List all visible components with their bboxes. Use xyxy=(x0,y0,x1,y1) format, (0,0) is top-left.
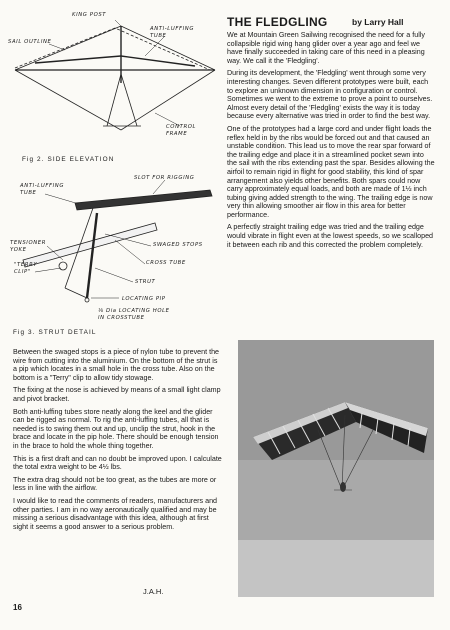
label-swaged-stops: SWAGED STOPS xyxy=(153,242,203,248)
label-sail-outline: SAIL OUTLINE xyxy=(8,39,52,45)
label-tensioner-yoke: TENSIONER YOKE xyxy=(10,240,47,253)
fig2-caption: Fig 2. SIDE ELEVATION xyxy=(22,156,115,163)
paragraph: Both anti-luffing tubes store neatly along the keel and the glider can be rigged as normal. To rig the anti-luffing tubes, all that is needed is to swing them out and up, unclip the strut, hook in the brace and locate in the pip hole. There should be enough tension in the brace to hold the whole thing together. xyxy=(13,407,219,450)
label-strut: STRUT xyxy=(135,279,156,285)
article-title: THE FLEDGLING xyxy=(227,15,328,29)
label-terry-clip: "TERRY CLIP" xyxy=(14,262,38,275)
glider-photo-icon xyxy=(238,340,434,597)
label-locating-hole: ⅛ Dia LOCATING HOLE IN CROSSTUBE xyxy=(98,308,170,321)
label-king-post: KING POST xyxy=(72,12,107,18)
fig3-caption: Fig 3. STRUT DETAIL xyxy=(13,329,97,336)
page-number: 16 xyxy=(13,603,22,612)
article-byline: by Larry Hall xyxy=(352,17,404,27)
paragraph: During its development, the 'Fledgling' went through some very interesting changes. Seven different prototypes were built, each to explore an unknown dimension in configuration or control. Sometimes we went to the extreme to prove a point to ourselves. Almost every detail of the 'Fledgling' exists the way it is today because every alternative was tried in order to find the best way. xyxy=(227,69,433,121)
left-column-text xyxy=(13,348,223,535)
paragraph: This is a first draft and can no doubt be improved upon. I calculate the total extra weight to be 4½ lbs. xyxy=(13,454,222,472)
paragraph: Between the swaged stops is a piece of nylon tube to prevent the wire from cutting into the aluminium. On the bottom of the strut is a pip which locates in a small hole in the cross tube. Also on the bottom is a "Terry" clip to allow tidy stowage. xyxy=(13,348,220,382)
label-cross-tube: CROSS TUBE xyxy=(146,260,186,266)
paragraph: A perfectly straight trailing edge was tried and the trailing edge would vibrate in flight even at the lowest speeds, so we scalloped it between each rib and this corrected the problem completely. xyxy=(227,223,434,249)
paragraph: I would like to read the comments of readers, manufacturers and other parties. I am in no way aeronautically qualified and may be missing a serious disadvantage with this idea, although at first sight it seems a good answer to a serious problem. xyxy=(13,496,218,531)
paragraph: The extra drag should not be too great, as the tubes are more or less in line with the airflow. xyxy=(13,475,217,493)
paragraph: One of the prototypes had a large cord and under flight loads the reflex held in by the ribs would be forced out and that caused an unstable condition. This lead us to move the rear spar forward of the trailing edge and place it in a streamlined pocket sewn into the sail with the ribs extending past the spar. Besides allowing the airfoil to remain rigid in flight for good stability, this kind of spar arrangement also yields other benefits. Both spars could now carry approximately equal loads, and both are made of 1½ inch tubing giving added strength to the wing. The trailing edge is now very thin allowing smoother air flow in this area for better performance. xyxy=(227,124,435,219)
label-slot-for-rigging: SLOT FOR RIGGING xyxy=(134,175,195,181)
right-column-text xyxy=(227,31,435,253)
paragraph: We at Mountain Green Sailwing recognised the need for a fully collapsible rigid wing hang glider over a year ago and feel we have finally succeeded in taking care of this need in a pleasing way. We call it the 'Fledgling'. xyxy=(227,31,425,65)
glider-photo xyxy=(238,340,434,597)
label-control-frame: CONTROL FRAME xyxy=(166,124,197,137)
label-anti-luffing-tube: ANTI-LUFFING TUBE xyxy=(150,26,195,39)
paragraph: The fixing at the nose is achieved by means of a small light clamp and pivot bracket. xyxy=(13,386,221,403)
label-anti-luffing-tube-fig3: ANTI-LUFFING TUBE xyxy=(20,183,65,196)
label-locating-pip: LOCATING PIP xyxy=(122,296,166,302)
signoff: J.A.H. xyxy=(143,587,164,596)
